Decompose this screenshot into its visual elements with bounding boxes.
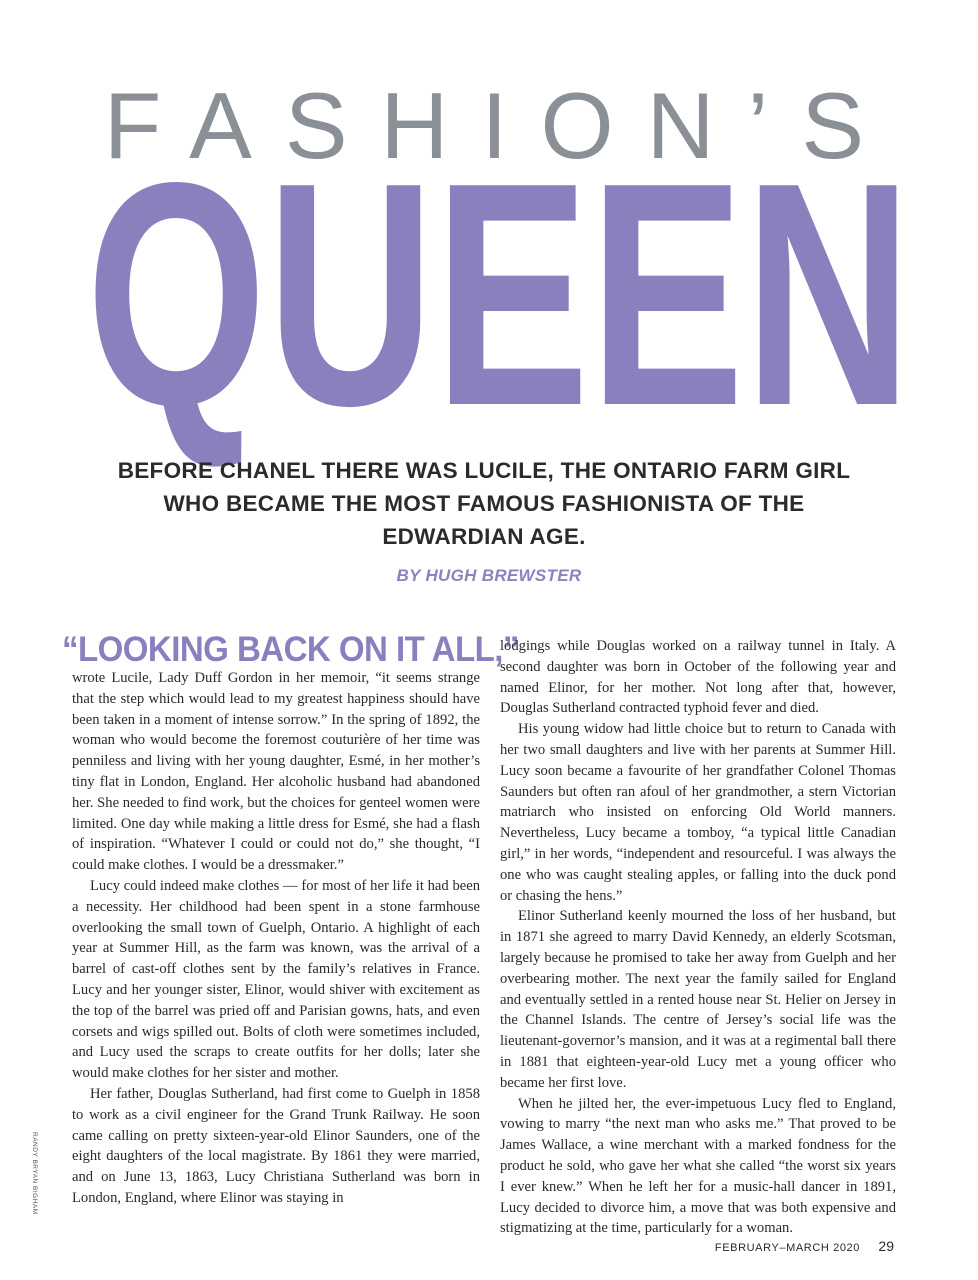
page-number: 29 (878, 1238, 894, 1254)
issue-date: FEBRUARY–MARCH 2020 (714, 1242, 860, 1254)
body-column-right (500, 636, 896, 1237)
paragraph: When he jilted her, the ever-impetuous Lucy fled to England, vowing to marry “the next man who asks me.” That proved to be James Wallace, a wine merchant with a marked fondness for the product he sold, who gave her what she called “the worst six years I ever knew.” When he left her for a music-hall dancer in 1891, Lucy decided to divorce him, a move that was both expensive and stigmatizing at the time, particularly for a woman. (500, 1095, 896, 1237)
dek: BEFORE CHANEL THERE WAS LUCILE, THE ONTARIO FARM GIRL WHO BECAME THE MOST FAMOUS FASHIONISTA OF THE EDWARDIAN AGE. (117, 458, 851, 549)
paragraph: Elinor Sutherland keenly mourned the loss of her husband, but in 1871 she agreed to marry David Kennedy, an elderly Scotsman, largely because he promised to take her away from Guelph and her overbearing mother. The next year the family sailed for England and eventually settled in a rented house near St. Helier on Jersey in the Channel Islands. The centre of Jersey’s social life was the lieutenant-governor’s mansion, and it was at a regimental ball there in 1881 that eighteen-year-old Lucy met a young officer who became her first love. (500, 908, 896, 1091)
folio (715, 1238, 894, 1256)
body-column-left (72, 632, 480, 1212)
headline-text: QUEEN (86, 117, 912, 472)
lead-in-quote: “LOOKING BACK ON IT ALL,” (62, 630, 519, 669)
paragraph: Lucy could indeed make clothes — for most of her life it had been a necessity. Her childhood had been spent in a stone farmhouse overlooking the small town of Guelph, Ontario. A highlight of each year at Summer Hill, as the farm was known, was the arrival of a barrel of cast-off clothes sent by the family’s relatives in France. Lucy and her younger sister, Elinor, would shiver with excitement as the top of the barrel was pried off and Parisian gowns, hats, and even corsets and wigs spilled out. Bolts of cloth were sometimes included, and Lucy used the scraps to create outfits for her dolls; later she would make clothes for her sister and mother. (72, 877, 480, 1082)
photo-credit: RANDY BRYAN BIGHAM (31, 1132, 38, 1215)
paragraph: Her father, Douglas Sutherland, had first come to Guelph in 1858 to work as a civil engineer for the Grand Trunk Railway. He soon came calling on pretty sixteen-year-old Elinor Saunders, one of the eight daughters of the local magistrate. By 1861 they were married, and on June 13, 1863, Lucy Christiana Sutherland was born in London, England, where Elinor was staying in (72, 1085, 480, 1206)
kicker-title: FASHION’S (103, 73, 898, 178)
paragraph: His young widow had little choice but to return to Canada with her two small daughters and live with her parents at Summer Hill. Lucy soon became a favourite of her grandfather Colonel Thomas Saunders but often ran afoul of her grandmother, a stern Victorian matriarch who insisted on enforcing Old World manners. Nevertheless, Lucy became a tomboy, “a typical little Canadian girl,” in her words, “independent and resourceful. I was always the one who was caught stealing apples, or falling into the duck pond or chasing the hens.” (500, 721, 896, 904)
paragraph: wrote Lucile, Lady Duff Gordon in her memoir, “it seems strange that the step which would lead to my greatest happiness should have been taken in a moment of intense sorrow.” In the spring of 1892, the woman who would become the foremost couturière of her time was penniless and living with her young daughter, Esmé, in her mother’s tiny flat in London, England. Her alcoholic husband had abandoned her. She needed to find work, but the choices for genteel women were limited. One day while making a little dress for Esmé, she had a flash of inspiration. “Whatever I could or could not do,” she thought, “I could make clothes. I would be a dressmaker.” (72, 670, 480, 874)
paragraph: lodgings while Douglas worked on a railway tunnel in Italy. A second daughter was born in October of the following year and named Elinor, for her mother. Not long after that, however, Douglas Sutherland contracted typhoid fever and died. (500, 638, 896, 717)
byline: BY HUGH BREWSTER (396, 566, 582, 585)
